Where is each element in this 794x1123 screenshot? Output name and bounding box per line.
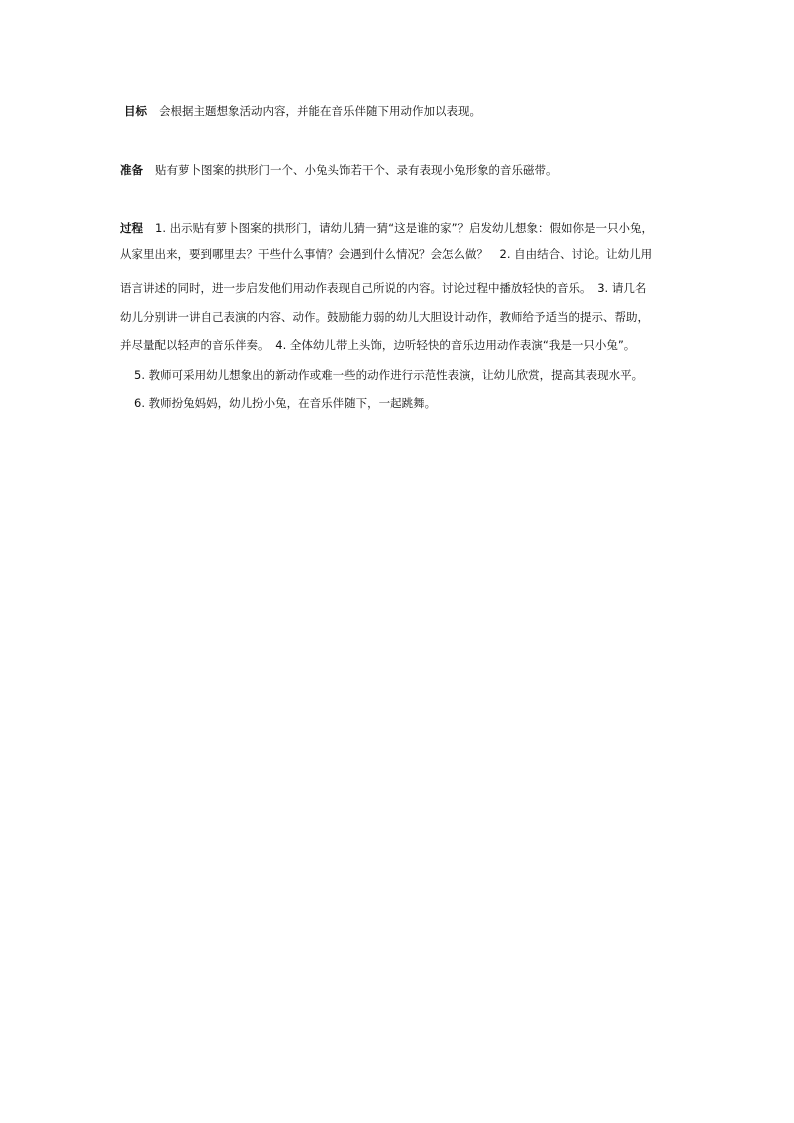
prep-text: 贴有萝卜图案的拱形门一个、小兔头饰若干个、录有表现小兔形象的音乐磁带。 bbox=[155, 163, 558, 177]
process-line-6 bbox=[134, 367, 643, 383]
goal-line bbox=[124, 103, 481, 119]
process-line-4 bbox=[120, 309, 649, 325]
process-line-7 bbox=[134, 395, 436, 411]
process-text-line: 6. 教师扮兔妈妈，幼儿扮小兔，在音乐伴随下，一起跳舞。 bbox=[134, 396, 437, 410]
process-line-2 bbox=[120, 246, 652, 262]
process-text-line: 语言讲述的同时，进一步启发他们用动作表现自己所说的内容。讨论过程中播放轻快的音乐。 3. 请几名 bbox=[120, 281, 647, 295]
process-text-line: 幼儿分别讲一讲自己表演的内容、动作。鼓励能力弱的幼儿大胆设计动作，教师给予适当的提示、帮助， bbox=[120, 310, 649, 324]
process-line-3 bbox=[120, 280, 646, 296]
process-text-line: 5. 教师可采用幼儿想象出的新动作或难一些的动作进行示范性表演，让幼儿欣赏，提高其表现水平。 bbox=[134, 368, 644, 382]
process-label: 过程 bbox=[120, 221, 143, 235]
process-line-5 bbox=[120, 337, 635, 353]
process-text-line: 并尽量配以轻声的音乐伴奏。 4. 全体幼儿带上头饰，边听轻快的音乐边用动作表演“我是一只小兔”。 bbox=[120, 338, 636, 352]
process-text-line: 从家里出来，要到哪里去？干些什么事情？会遇到什么情况？会怎么做？ 2. 自由结合、讨论。让幼儿用 bbox=[120, 247, 653, 261]
process-text-line: 1. 出示贴有萝卜图案的拱形门，请幼儿猜一猜“这是谁的家”？启发幼儿想象：假如你是一只小兔， bbox=[155, 221, 654, 235]
prep-line bbox=[120, 162, 558, 178]
goal-label: 目标 bbox=[124, 104, 147, 118]
goal-text: 会根据主题想象活动内容，并能在音乐伴随下用动作加以表现。 bbox=[159, 104, 481, 118]
prep-label: 准备 bbox=[120, 163, 143, 177]
process-line-1 bbox=[120, 220, 680, 236]
